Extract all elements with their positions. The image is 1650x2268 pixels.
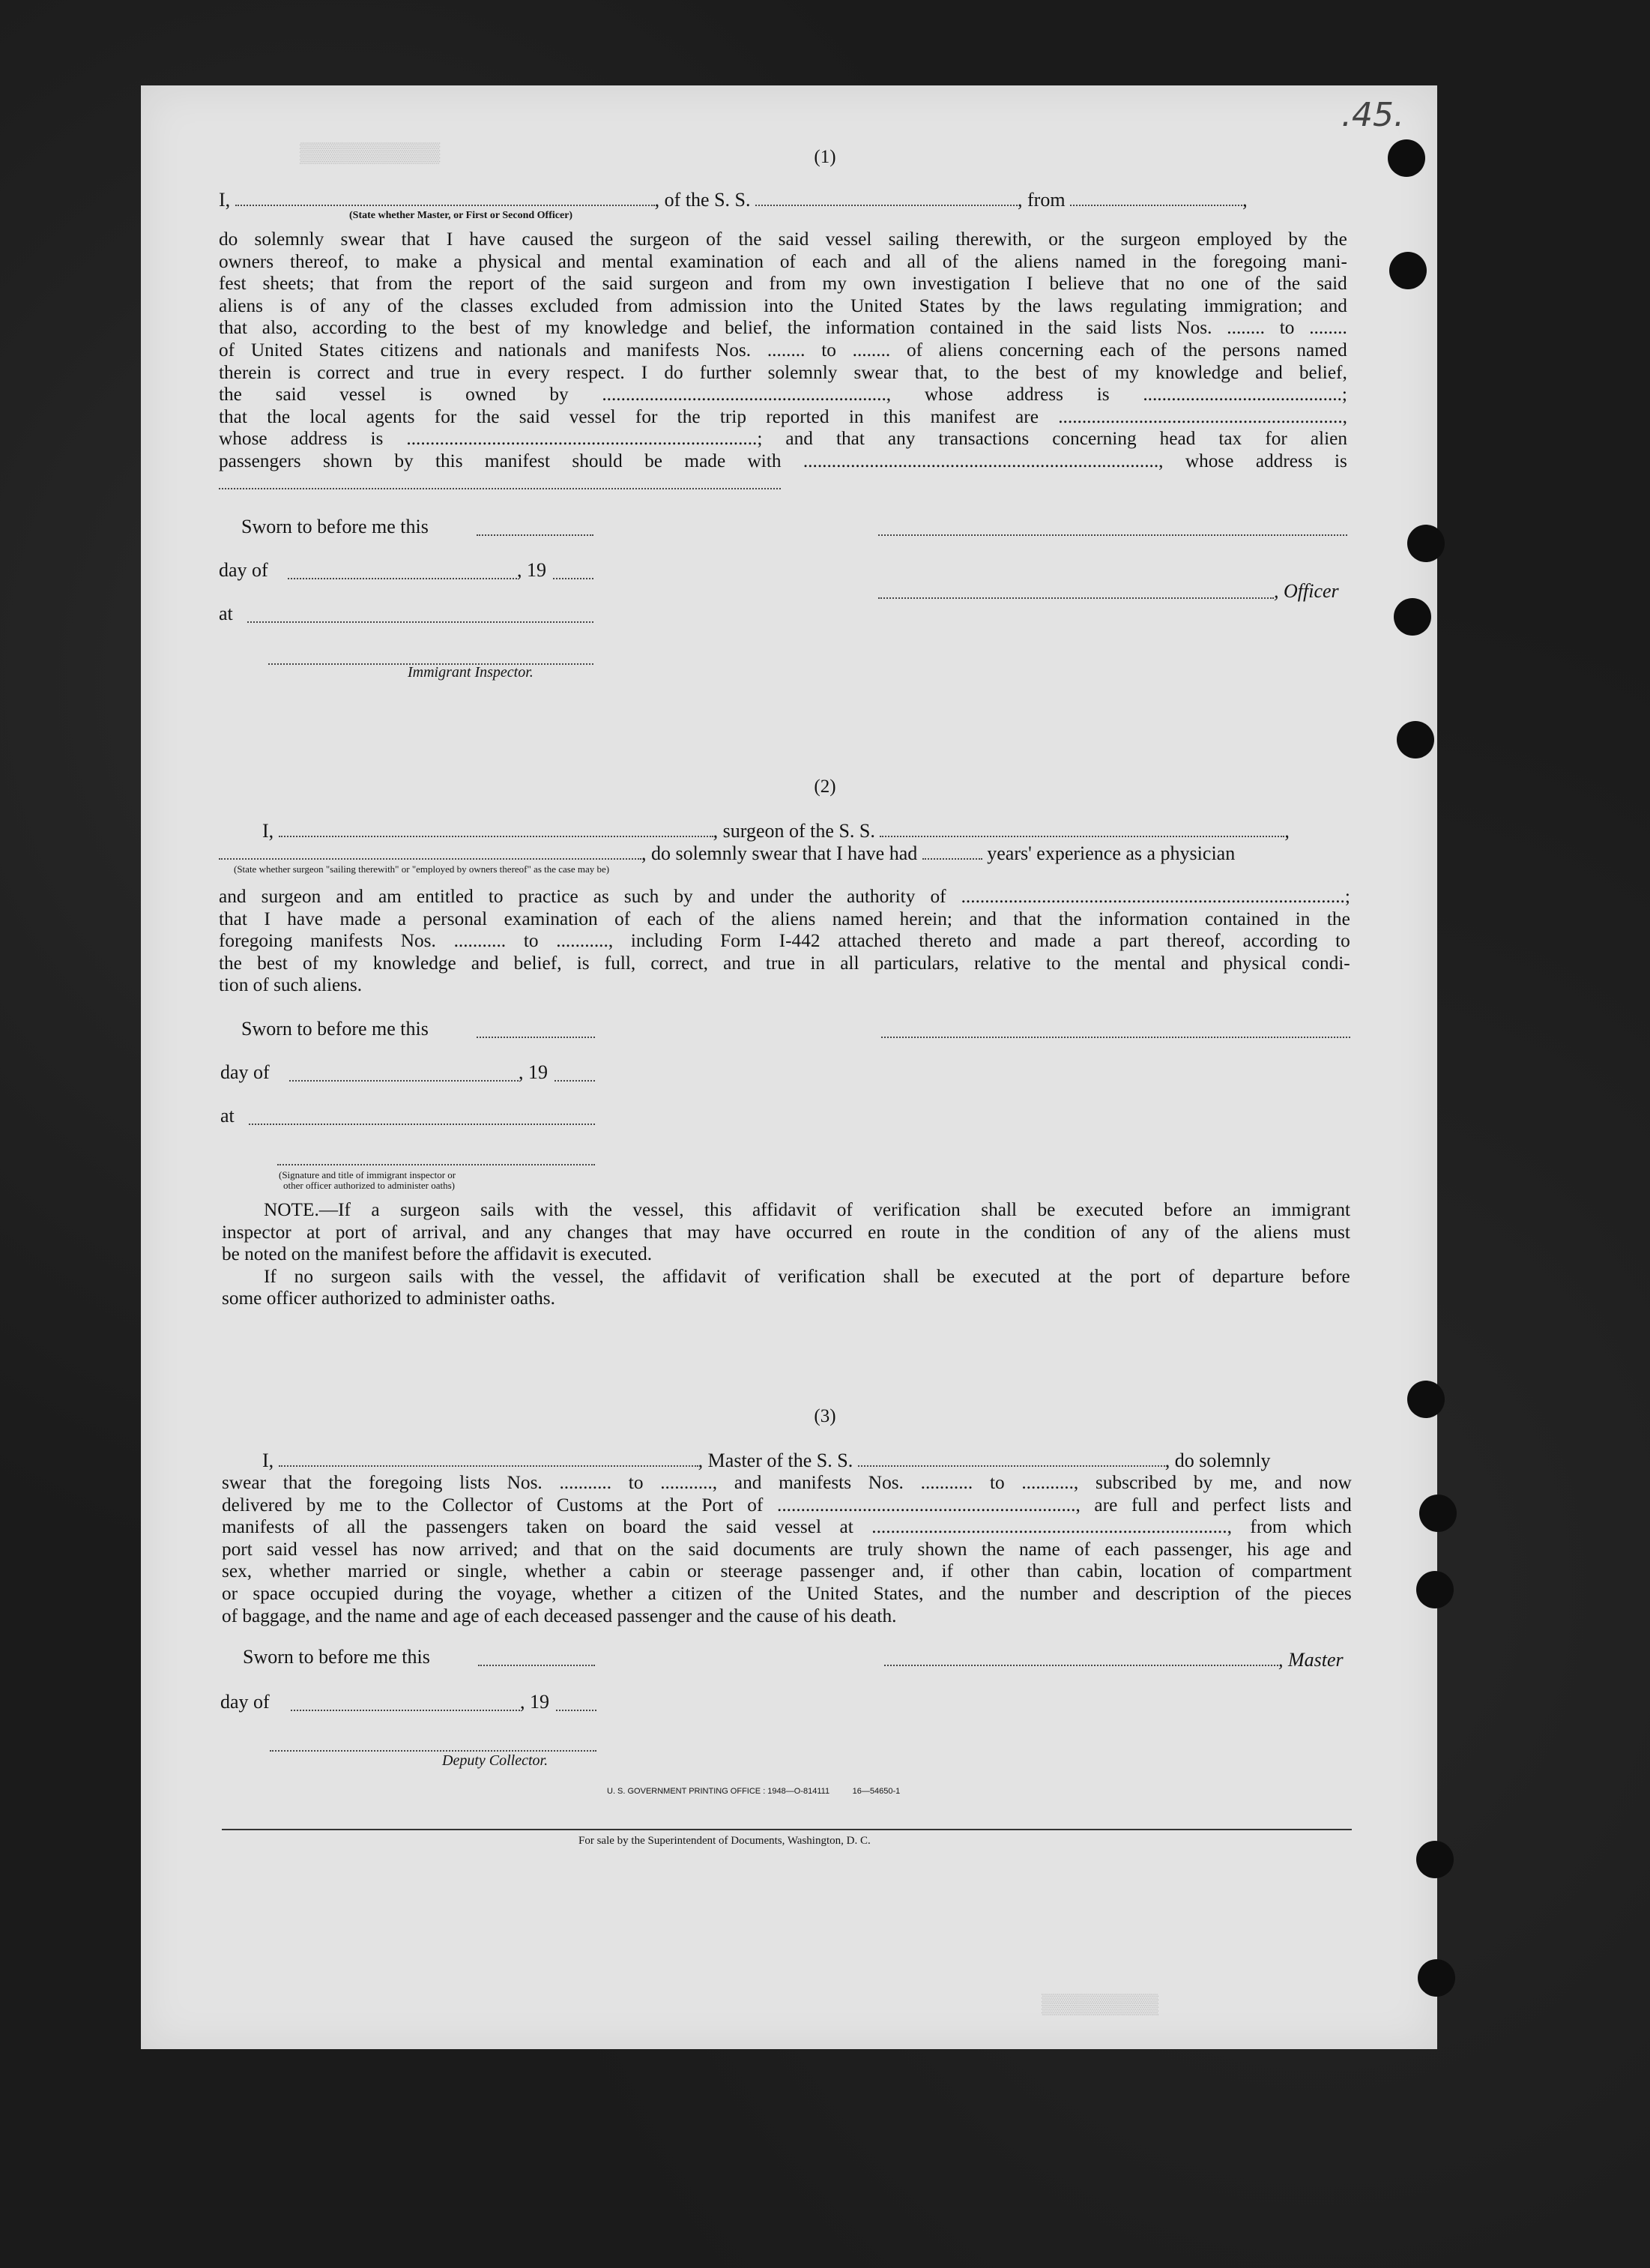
section2-at-field[interactable] bbox=[249, 1123, 595, 1125]
section2-year-field[interactable] bbox=[554, 1079, 595, 1082]
section3-sworn: Sworn to before me this bbox=[243, 1646, 430, 1668]
whose-address-line[interactable] bbox=[219, 487, 781, 489]
master-vessel-field[interactable] bbox=[858, 1450, 1165, 1467]
master-signature-line[interactable] bbox=[884, 1664, 1278, 1666]
inspector-label: Immigrant Inspector. bbox=[408, 664, 534, 681]
master-label: , Master bbox=[1278, 1649, 1344, 1671]
binder-hole bbox=[1389, 252, 1427, 289]
vessel-name-field[interactable] bbox=[755, 189, 1018, 206]
binder-hole bbox=[1407, 525, 1445, 562]
section3-sworn-field[interactable] bbox=[478, 1664, 595, 1666]
section2-caption: (State whether surgeon "sailing therewith" or "employed by owners thereof" as the case may be) bbox=[234, 863, 610, 875]
surgeon-status-field[interactable] bbox=[219, 842, 641, 860]
section2-at: at bbox=[220, 1105, 235, 1127]
surgeon-name-field[interactable] bbox=[279, 820, 713, 837]
gpo-imprint: U. S. GOVERNMENT PRINTING OFFICE : 1948—O-814111 16—54650-1 bbox=[607, 1787, 901, 1796]
section1-sworn-field[interactable] bbox=[477, 534, 593, 536]
binder-hole bbox=[1394, 598, 1431, 636]
section2-note: NOTE.—If a surgeon sails with the vessel, this affidavit of verification shall be executed before an immigrant inspector at port of arrival, and any changes that may have occurred en route in the condition of any of the aliens must be noted on the manifest before the affidavit is executed. If no surgeon sails with the vessel, the affidavit of verification shall be executed at the port of departure before some officer authorized to administer oaths. bbox=[222, 1199, 1350, 1309]
master-name-field[interactable] bbox=[279, 1450, 698, 1467]
section2-line1: I, , surgeon of the S. S. , bbox=[262, 820, 1290, 842]
section2-sworn-field[interactable] bbox=[477, 1036, 595, 1038]
section2-sig-caption-1: (Signature and title of immigrant inspector or bbox=[279, 1169, 456, 1180]
collector-signature-line[interactable] bbox=[270, 1749, 596, 1752]
section2-sig-caption-2: other officer authorized to administer oaths) bbox=[283, 1180, 455, 1191]
binder-hole bbox=[1418, 1959, 1455, 1997]
bottom-rule bbox=[222, 1829, 1352, 1830]
section2-day-of: day of bbox=[220, 1061, 270, 1083]
from-port-field[interactable] bbox=[1070, 189, 1242, 206]
section2-heading: (2) bbox=[814, 776, 836, 797]
section3-year: , 19 bbox=[520, 1691, 549, 1713]
section1-sworn: Sworn to before me this bbox=[241, 516, 429, 537]
years-experience-field[interactable] bbox=[922, 842, 982, 860]
section2-day-field[interactable] bbox=[289, 1079, 519, 1082]
section1-line1: I, , of the S. S. , from , bbox=[219, 189, 1248, 211]
binder-hole bbox=[1419, 1495, 1457, 1532]
section1-body: do solemnly swear that I have caused the surgeon of the said vessel sailing therewith, or the surgeon employed by the owners thereof, to make a physical and mental examination of each and all of the aliens named in the foregoing mani- fest sheets; that from the report of the said surgeon and from my own investigation I believe that no one of the said aliens is of any of the classes excluded from admission into the United States by the laws regulating immigration; and that also, according to the best of my knowledge and belief, the information contained in the said lists Nos. ........ to ........ of United States citizens and nationals and manifests Nos. ........ to ........ of aliens concerning each of the persons named therein is correct and true in every respect. I do further solemnly swear that, to the best of my knowledge and belief, the said vessel is owned by ............................................................, whose address is ..........................................; that the local agents for the said vessel for the trip reported in this manifest are ............................................................, whose address is ..........................................................................; and that any transactions concerning head tax for alien passengers shown by this manifest should be made with ..........................................................................., whose address is bbox=[219, 229, 1347, 471]
section1-day-of: day of bbox=[219, 559, 268, 581]
binder-hole bbox=[1397, 721, 1434, 758]
officer-label: , Officer bbox=[1274, 580, 1339, 602]
section2-line2: , do solemnly swear that I have had years' experience as a physician bbox=[219, 842, 1347, 865]
section3-day-of: day of bbox=[220, 1691, 270, 1713]
section1-signature-line[interactable] bbox=[878, 534, 1347, 536]
section3-day-field[interactable] bbox=[291, 1709, 520, 1711]
bleed-through: ▒▒▒▒▒▒▒▒▒▒ bbox=[1042, 1994, 1159, 2016]
surgeon-vessel-field[interactable] bbox=[880, 820, 1284, 837]
section2-signature-line[interactable] bbox=[881, 1036, 1350, 1038]
section2-body: and surgeon and am entitled to practice as such by and under the authority of .................................................................................; that I have made a personal examination of each of the aliens named herein; and that the information contained in the foregoing manifests Nos. ........... to ..........., including Form I-442 attached thereto and made a part thereof, according to the best of my knowledge and belief, is full, correct, and true in all particulars, relative to the mental and physical condi- tion of such aliens. bbox=[219, 886, 1350, 996]
for-sale-notice: For sale by the Superintendent of Documents, Washington, D. C. bbox=[578, 1835, 871, 1847]
section1-year: , 19 bbox=[517, 559, 546, 581]
officer-name-field[interactable] bbox=[235, 189, 655, 206]
binder-hole bbox=[1416, 1841, 1454, 1878]
collector-label: Deputy Collector. bbox=[442, 1752, 549, 1769]
handwritten-page-number: .45. bbox=[1341, 96, 1404, 134]
section1-heading: (1) bbox=[814, 147, 836, 167]
section3-line1: I, , Master of the S. S. , do solemnly bbox=[262, 1450, 1271, 1471]
officer-signature-line[interactable] bbox=[878, 597, 1274, 599]
section1-caption: (State whether Master, or First or Second Officer) bbox=[349, 210, 573, 221]
section1-at-field[interactable] bbox=[247, 621, 593, 623]
section1-day-field[interactable] bbox=[288, 577, 517, 579]
section3-heading: (3) bbox=[814, 1406, 836, 1426]
section1-year-field[interactable] bbox=[553, 577, 593, 579]
binder-hole bbox=[1416, 1571, 1454, 1608]
bleed-through: ▒▒▒▒▒▒▒▒▒▒▒▒ bbox=[300, 142, 441, 165]
section3-year-field[interactable] bbox=[556, 1709, 596, 1711]
section2-sworn: Sworn to before me this bbox=[241, 1018, 429, 1040]
section2-inspector-line[interactable] bbox=[277, 1163, 595, 1165]
section3-body: swear that the foregoing lists Nos. ........... to ..........., and manifests Nos. ........... to ..........., subscribed by me, and now delivered by me to the Collector of Customs at the Port of ..............................................................., are full and perfect lists and manifests of all the passengers taken on board the said vessel at ..........................................................................., from which port said vessel has now arrived; and that on the said documents are truly shown the name of each passenger, his age and sex, whether married or single, whether a cabin or steerage passenger and, if other than cabin, location of compartment or space occupied during the voyage, whether a citizen of the United States, and the number and description of the pieces of baggage, and the name and age of each deceased passenger and the cause of his death. bbox=[222, 1472, 1352, 1626]
section1-at: at bbox=[219, 603, 233, 624]
section2-year: , 19 bbox=[519, 1061, 548, 1083]
